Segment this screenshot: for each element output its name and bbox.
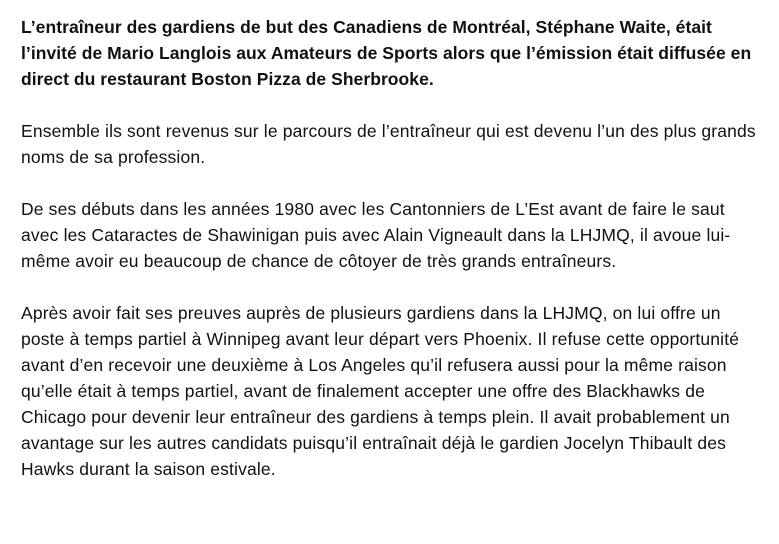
- article-paragraph-3: Après avoir fait ses preuves auprès de plusieurs gardiens dans la LHJMQ, on lui offre un poste à temps partiel à Winnipeg avant leur départ vers Phoenix. Il refuse cette opportunité avant d’en recevoir une deuxième à Los Angeles qu’il refusera aussi pour la même raison qu’elle était à temps partiel, avant de finalement accepter une offre des Blackhawks de Chicago pour devenir leur entraîneur des gardiens à temps plein. Il avait probablement un avantage sur les autres candidats puisqu’il entraînait déjà le gardien Jocelyn Thibault des Hawks durant la saison estivale.: [21, 303, 740, 479]
- article-paragraph-1: Ensemble ils sont revenus sur le parcours de l’entraîneur qui est devenu l’un des plus grands noms de sa profession.: [21, 121, 756, 167]
- article-paragraph-2: De ses débuts dans les années 1980 avec les Cantonniers de L’Est avant de faire le saut avec les Cataractes de Shawinigan puis avec Alain Vigneault dans la LHJMQ, il avoue lui-même avoir eu beaucoup de chance de côtoyer de très grands entraîneurs.: [21, 199, 731, 271]
- article-body: [21, 14, 761, 508]
- article-lead-paragraph: L’entraîneur des gardiens de but des Canadiens de Montréal, Stéphane Waite, était l’invité de Mario Langlois aux Amateurs de Sports alors que l’émission était diffusée en direct du restaurant Boston Pizza de Sherbrooke.: [21, 17, 752, 89]
